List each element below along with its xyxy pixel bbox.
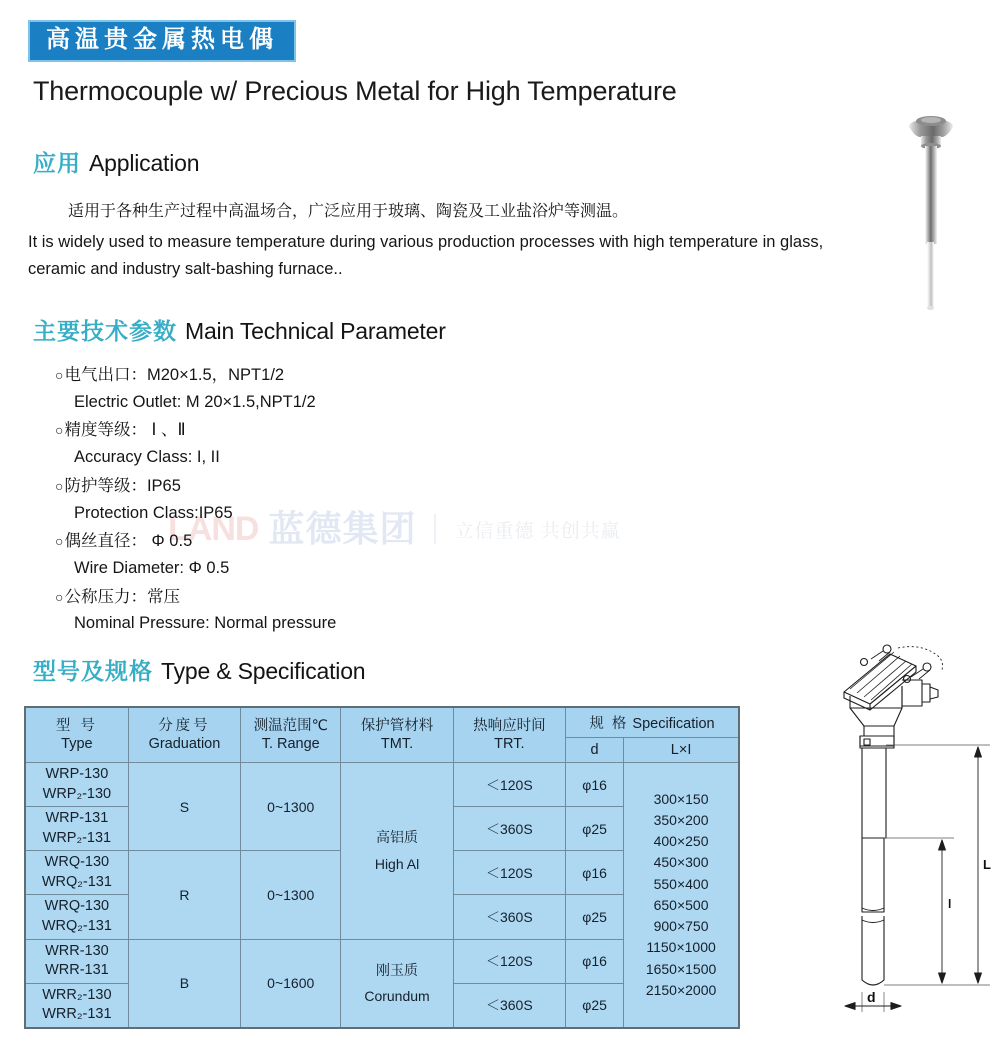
type-code-primary: WRP-131	[45, 810, 109, 827]
application-body	[28, 200, 828, 284]
cell-range: 0~1300	[241, 851, 341, 939]
specification-table	[24, 706, 740, 1029]
photo-probe	[925, 146, 937, 310]
parameter-item-en: Wire Diameter: Φ 0.5	[74, 559, 230, 578]
parameter-item-cn	[55, 362, 336, 389]
parameter-item	[55, 528, 336, 581]
cell-trt: ＜360S	[453, 895, 565, 939]
drawing-probe-tip	[862, 916, 884, 985]
technical-drawing	[838, 640, 1000, 1032]
cell-tmt-material	[341, 763, 453, 940]
table-header-d: d	[565, 738, 623, 763]
type-code-secondary: WRP₂-131	[42, 829, 112, 846]
lxi-value: 900×750	[653, 918, 709, 935]
bullet-icon: ○	[55, 367, 64, 383]
cell-trt: ＜360S	[453, 807, 565, 851]
application-text-cn: 适用于各种生产过程中高温场合，广泛应用于玻璃、陶瓷及工业盐浴炉等测温。	[68, 203, 629, 220]
table-header-type	[25, 707, 128, 763]
lxi-value: 350×200	[653, 811, 709, 828]
table-header-specification-cn: 规 格	[589, 716, 629, 732]
table-header-type-cn: 型 号	[55, 717, 98, 734]
parameter-item	[55, 362, 336, 415]
parameter-text-cn: 电气出口：M20×1.5，NPT1/2	[64, 366, 285, 384]
product-photo	[888, 112, 980, 312]
table-header-range-cn: 测温范围℃	[253, 717, 328, 734]
cell-tmt-material	[341, 939, 453, 1028]
drawing-extension-lines	[862, 745, 990, 1012]
cell-diameter: φ25	[565, 807, 623, 851]
cell-diameter: φ16	[565, 763, 623, 807]
bullet-icon: ○	[55, 588, 64, 605]
table-header-row	[25, 707, 739, 738]
section-heading-specification-cn: 型号及规格	[33, 658, 153, 684]
cell-type	[25, 895, 128, 939]
cell-trt: ＜120S	[453, 763, 565, 807]
parameter-item-en: Accuracy Class: I, II	[74, 448, 220, 467]
type-code-primary: WRR₂-130	[42, 986, 112, 1003]
cell-trt: ＜120S	[453, 851, 565, 895]
type-code-primary: WRP-130	[45, 766, 109, 782]
cell-graduation: R	[128, 851, 240, 939]
bullet-icon: ○	[55, 477, 64, 494]
table-header-graduation	[128, 707, 240, 763]
section-heading-parameter	[33, 313, 446, 346]
cell-type	[25, 851, 128, 895]
parameter-item	[55, 473, 336, 526]
table-header-trt	[453, 707, 565, 763]
lxi-value: 1650×1500	[645, 960, 717, 977]
cell-diameter: φ16	[565, 939, 623, 983]
parameter-item-en: Electric Outlet: M 20×1.5,NPT1/2	[74, 392, 316, 411]
lxi-value: 400×250	[653, 833, 709, 850]
table-header-graduation-cn: 分度号	[158, 717, 211, 734]
table-header-trt-en: TRT.	[494, 736, 525, 752]
parameter-item-cn	[55, 417, 336, 444]
parameter-item	[55, 584, 336, 637]
watermark-company-name: 蓝德集团	[268, 508, 417, 549]
cell-graduation: B	[128, 939, 240, 1028]
parameter-item-cn	[55, 528, 336, 555]
lxi-value: 650×500	[653, 896, 709, 913]
type-code-primary: WRQ-130	[44, 898, 110, 915]
cell-range: 0~1300	[241, 763, 341, 851]
section-heading-application	[33, 145, 199, 178]
lxi-value: 450×300	[653, 854, 709, 871]
watermark-slogan: 立信重德 共创共赢	[454, 520, 621, 542]
table-header-trt-cn: 热响应时间	[473, 717, 546, 734]
cell-type	[25, 939, 128, 983]
cell-type	[25, 763, 128, 807]
parameter-list	[55, 362, 336, 639]
page-title-en: Thermocouple w/ Precious Metal for High Temperature	[33, 76, 677, 106]
parameter-item-en: Nominal Pressure: Normal pressure	[74, 614, 337, 633]
cell-range: 0~1600	[241, 939, 341, 1028]
table-header-graduation-en: Graduation	[148, 736, 221, 752]
bullet-icon: ○	[55, 422, 64, 439]
cell-lxi-list	[624, 763, 739, 1028]
parameter-text-cn: 精度等级： Ⅰ 、Ⅱ	[64, 421, 186, 440]
cell-diameter: φ16	[565, 851, 623, 895]
table-header-tmt-en: TMT.	[380, 736, 414, 752]
cell-graduation: S	[128, 763, 240, 851]
table-header-range	[241, 707, 341, 763]
type-code-primary: WRR-130	[45, 942, 109, 959]
section-heading-specification-en: Type & Specification	[161, 658, 366, 684]
table-row	[25, 763, 739, 807]
lxi-value: 550×400	[653, 875, 709, 892]
material-cn: 高铝质	[376, 829, 419, 846]
material-cn: 刚玉质	[376, 961, 419, 978]
section-heading-parameter-en: Main Technical Parameter	[185, 318, 446, 344]
material-en: High Al	[374, 855, 420, 872]
dimension-label-d: d	[867, 989, 876, 1005]
parameter-text-cn: 防护等级：IP65	[64, 476, 181, 495]
section-heading-application-cn: 应用	[33, 150, 81, 176]
type-code-secondary: WRR-131	[45, 962, 109, 979]
table-header-tmt-cn: 保护管材料	[360, 717, 434, 734]
watermark-divider	[434, 514, 436, 544]
page-title-banner	[28, 20, 296, 62]
table-header-range-en: T. Range	[261, 736, 320, 752]
watermark-brand-text: LAND	[168, 510, 259, 548]
table-header-type-en: Type	[61, 736, 93, 752]
parameter-text-cn: 公称压力：常压	[64, 587, 180, 606]
parameter-item	[55, 417, 336, 470]
dimension-line-l	[939, 840, 946, 983]
drawing-terminal-screws	[861, 645, 943, 683]
application-text-en: It is widely used to measure temperature during various production processes with high temperature in glass, ceramic and industry salt-bashing furnace..	[28, 233, 824, 279]
parameter-item-cn	[55, 584, 336, 611]
cell-diameter: φ25	[565, 895, 623, 939]
table-header-specification-en: Specification	[632, 716, 715, 732]
type-code-secondary: WRQ₂-131	[41, 873, 112, 890]
table-header-tmt	[341, 707, 453, 763]
type-code-secondary: WRQ₂-131	[41, 917, 112, 934]
section-heading-parameter-cn: 主要技术参数	[33, 318, 177, 344]
type-code-primary: WRQ-130	[44, 854, 110, 871]
table-header-lxi: L×I	[624, 738, 739, 763]
dimension-label-L: L	[983, 857, 991, 872]
parameter-text-cn: 偶丝直径： Φ 0.5	[64, 532, 193, 551]
section-heading-application-en: Application	[89, 150, 200, 176]
cell-type	[25, 983, 128, 1028]
cell-trt: ＜360S	[453, 983, 565, 1028]
photo-head	[909, 116, 953, 149]
drawing-probe-upper	[862, 748, 886, 838]
cell-type	[25, 807, 128, 851]
cell-trt: ＜120S	[453, 939, 565, 983]
type-code-secondary: WRR₂-131	[42, 1006, 112, 1023]
type-code-secondary: WRP₂-130	[42, 785, 112, 802]
dimension-line-L	[975, 747, 982, 983]
dimension-label-l: l	[948, 897, 952, 911]
lxi-value: 2150×2000	[645, 981, 717, 998]
parameter-item-en: Protection Class:IP65	[74, 503, 233, 522]
drawing-probe-lower	[862, 838, 884, 912]
material-en: Corundum	[364, 988, 430, 1005]
bullet-icon: ○	[55, 533, 64, 550]
lxi-value: 300×150	[653, 790, 709, 807]
cell-diameter: φ25	[565, 983, 623, 1028]
banner-title-cn: 高温贵金属热电偶	[46, 26, 278, 53]
parameter-item-cn	[55, 473, 336, 500]
lxi-value: 1150×1000	[646, 939, 716, 956]
section-heading-specification	[33, 653, 365, 686]
drawing-conduit-entry	[902, 680, 938, 708]
table-header-specification	[565, 707, 739, 738]
